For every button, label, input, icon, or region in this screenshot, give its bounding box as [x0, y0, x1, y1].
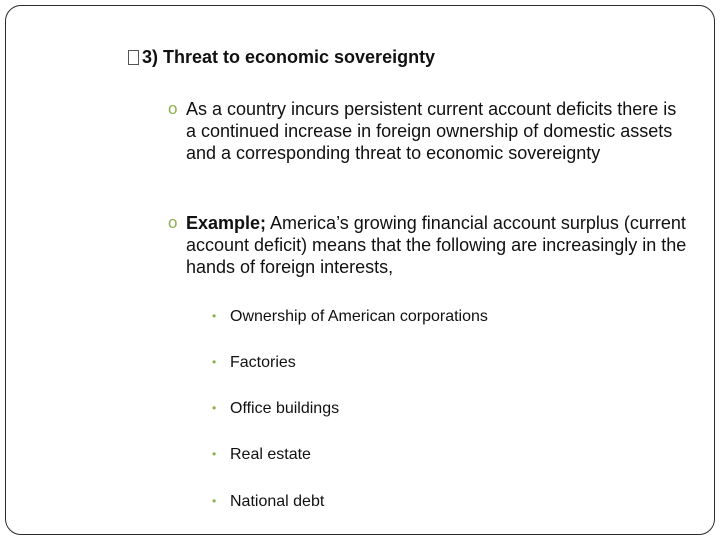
box-placeholder-icon: [128, 50, 139, 65]
dot-bullet-icon: •: [212, 494, 217, 508]
sub-bullet-text: Factories: [230, 354, 296, 371]
bullet-item: [168, 98, 688, 164]
bullet-item: [168, 212, 688, 278]
circle-bullet-icon: o: [168, 99, 178, 118]
circle-bullet-icon: o: [168, 213, 178, 232]
heading-text: 3) Threat to economic sovereignty: [142, 47, 436, 67]
bullet-text: As a country incurs persistent current account deficits there is a continued increase in foreign ownership of domestic assets and a corresponding threat to economic sovereignty: [186, 99, 677, 163]
sub-bullet-item: [212, 491, 324, 512]
sub-bullet-text: Office buildings: [230, 400, 340, 417]
bullet-body: [186, 212, 688, 278]
bullet-text: America’s growing financial account surplus (current account deficit) means that the following are increasingly in the hands of foreign interests,: [186, 213, 687, 277]
sub-bullet-item: [212, 444, 311, 465]
dot-bullet-icon: •: [212, 355, 217, 369]
dot-bullet-icon: •: [212, 401, 217, 415]
sub-bullet-text: Real estate: [230, 446, 311, 463]
sub-bullet-item: [212, 398, 339, 419]
dot-bullet-icon: •: [212, 447, 217, 461]
slide-heading: [128, 46, 435, 68]
bullet-bold-text: Example;: [186, 213, 267, 233]
sub-bullet-item: [212, 306, 488, 327]
dot-bullet-icon: •: [212, 309, 217, 323]
sub-bullet-text: Ownership of American corporations: [230, 308, 488, 325]
sub-bullet-text: National debt: [230, 493, 325, 510]
sub-bullet-item: [212, 352, 296, 373]
